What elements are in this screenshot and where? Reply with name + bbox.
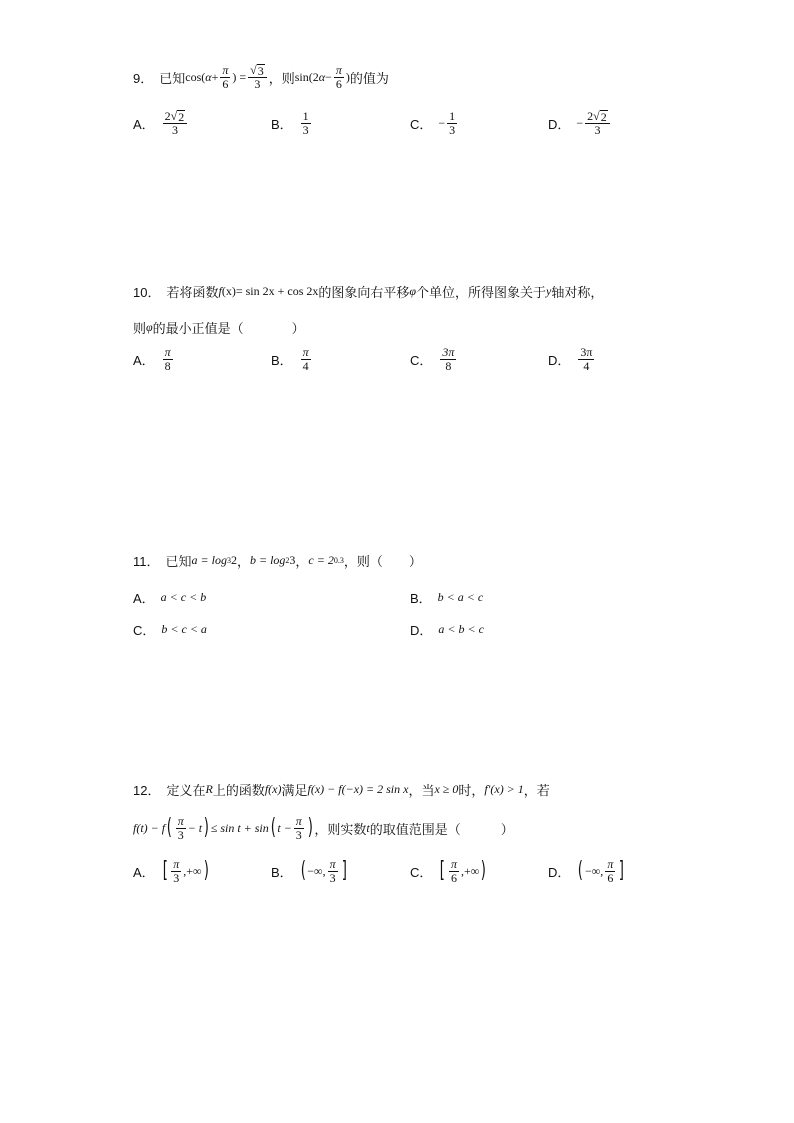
option-a[interactable]: A． [ $\frac{\pi}{3}$ ,+∞ ) [133, 856, 209, 885]
option-b[interactable]: B． ( −∞, $\frac{\pi}{3}$ ] [271, 856, 347, 885]
question-11-stem: 11． 已知 a = log 3 2 ， b = log 2 3 ， c = 2 0.3 ，则（ ） [133, 553, 422, 570]
option-label: B． [271, 117, 293, 132]
fraction: $\frac{\pi}{6}$ [335, 63, 342, 91]
option-label: A． [133, 591, 155, 606]
option-d[interactable]: D． − 2 √ 2 3 [548, 110, 612, 137]
option-c[interactable]: C． − $\frac{1}{3}$ [410, 109, 456, 137]
option-label: D． [548, 353, 571, 368]
option-label: A． [133, 353, 155, 368]
option-label: B． [271, 353, 293, 368]
question-10-stem: 10． 若将函数 f (x) = sin 2x + cos 2x 的图象向右平移 φ 个单位，所得图象关于 y 轴对称， [133, 284, 604, 301]
option-b[interactable]: B． $\frac{1}{3}$ [271, 109, 309, 137]
option-label: B． [410, 591, 432, 606]
option-label: C． [410, 864, 433, 880]
option-c[interactable]: C． [ $\frac{\pi}{6}$ ,+∞ ) [410, 856, 487, 885]
question-number: 12． [133, 783, 161, 798]
question-9-stem: 9． 已知 cos( α + $\frac{\pi}{6}$ ) = √ 3 3 ，则 sin(2 α − $\frac{\pi}{6}$ ) 的值为 [133, 63, 389, 91]
option-c[interactable]: C． b < c < a [133, 622, 207, 638]
option-d[interactable]: D． ( −∞, $\frac{\pi}{6}$ ] [548, 856, 625, 885]
option-label: D． [548, 117, 571, 132]
option-label: C． [410, 353, 433, 368]
question-10-stem-line2: 则 φ 的最小正值是（ ） [133, 320, 305, 337]
question-number: 11． [133, 554, 160, 569]
option-label: D． [548, 864, 571, 880]
option-b[interactable]: B． b < a < c [410, 590, 484, 606]
fraction: √ 3 3 [248, 64, 267, 91]
question-number: 9． [133, 71, 154, 86]
question-12-stem: 12． 定义在 R 上的函数 f(x) 满足 f(x) − f(−x) = 2 sin x ，当 x ≥ 0 时， f′(x) > 1 ，若 [133, 782, 550, 799]
option-d[interactable]: D． a < b < c [410, 622, 484, 638]
option-label: A． [133, 864, 155, 880]
option-a[interactable]: A． a < c < b [133, 590, 207, 606]
fraction: $\frac{\pi}{6}$ [222, 63, 229, 91]
question-12-stem-line2: f(t) − f ( $\frac{\pi}{3}$ − t ) ≤ sin t + sin ( t − $\frac{\pi}{3}$ ) ，则实数 t 的取值范围是（ ） [133, 813, 514, 842]
option-a[interactable]: A． $\frac{\pi}{8}$ [133, 345, 171, 373]
option-a[interactable]: A． 2 √ 2 3 [133, 110, 189, 137]
option-c[interactable]: C． $\frac{3\pi}{8}$ [410, 345, 455, 373]
option-label: B． [271, 864, 293, 880]
option-b[interactable]: B． $\frac{\pi}{4}$ [271, 345, 309, 373]
option-label: C． [133, 623, 156, 638]
option-d[interactable]: D． $\frac{3\pi}{4}$ [548, 345, 593, 373]
question-number: 10． [133, 285, 161, 300]
option-label: A． [133, 117, 155, 132]
option-label: C． [410, 117, 433, 132]
option-label: D． [410, 623, 433, 638]
